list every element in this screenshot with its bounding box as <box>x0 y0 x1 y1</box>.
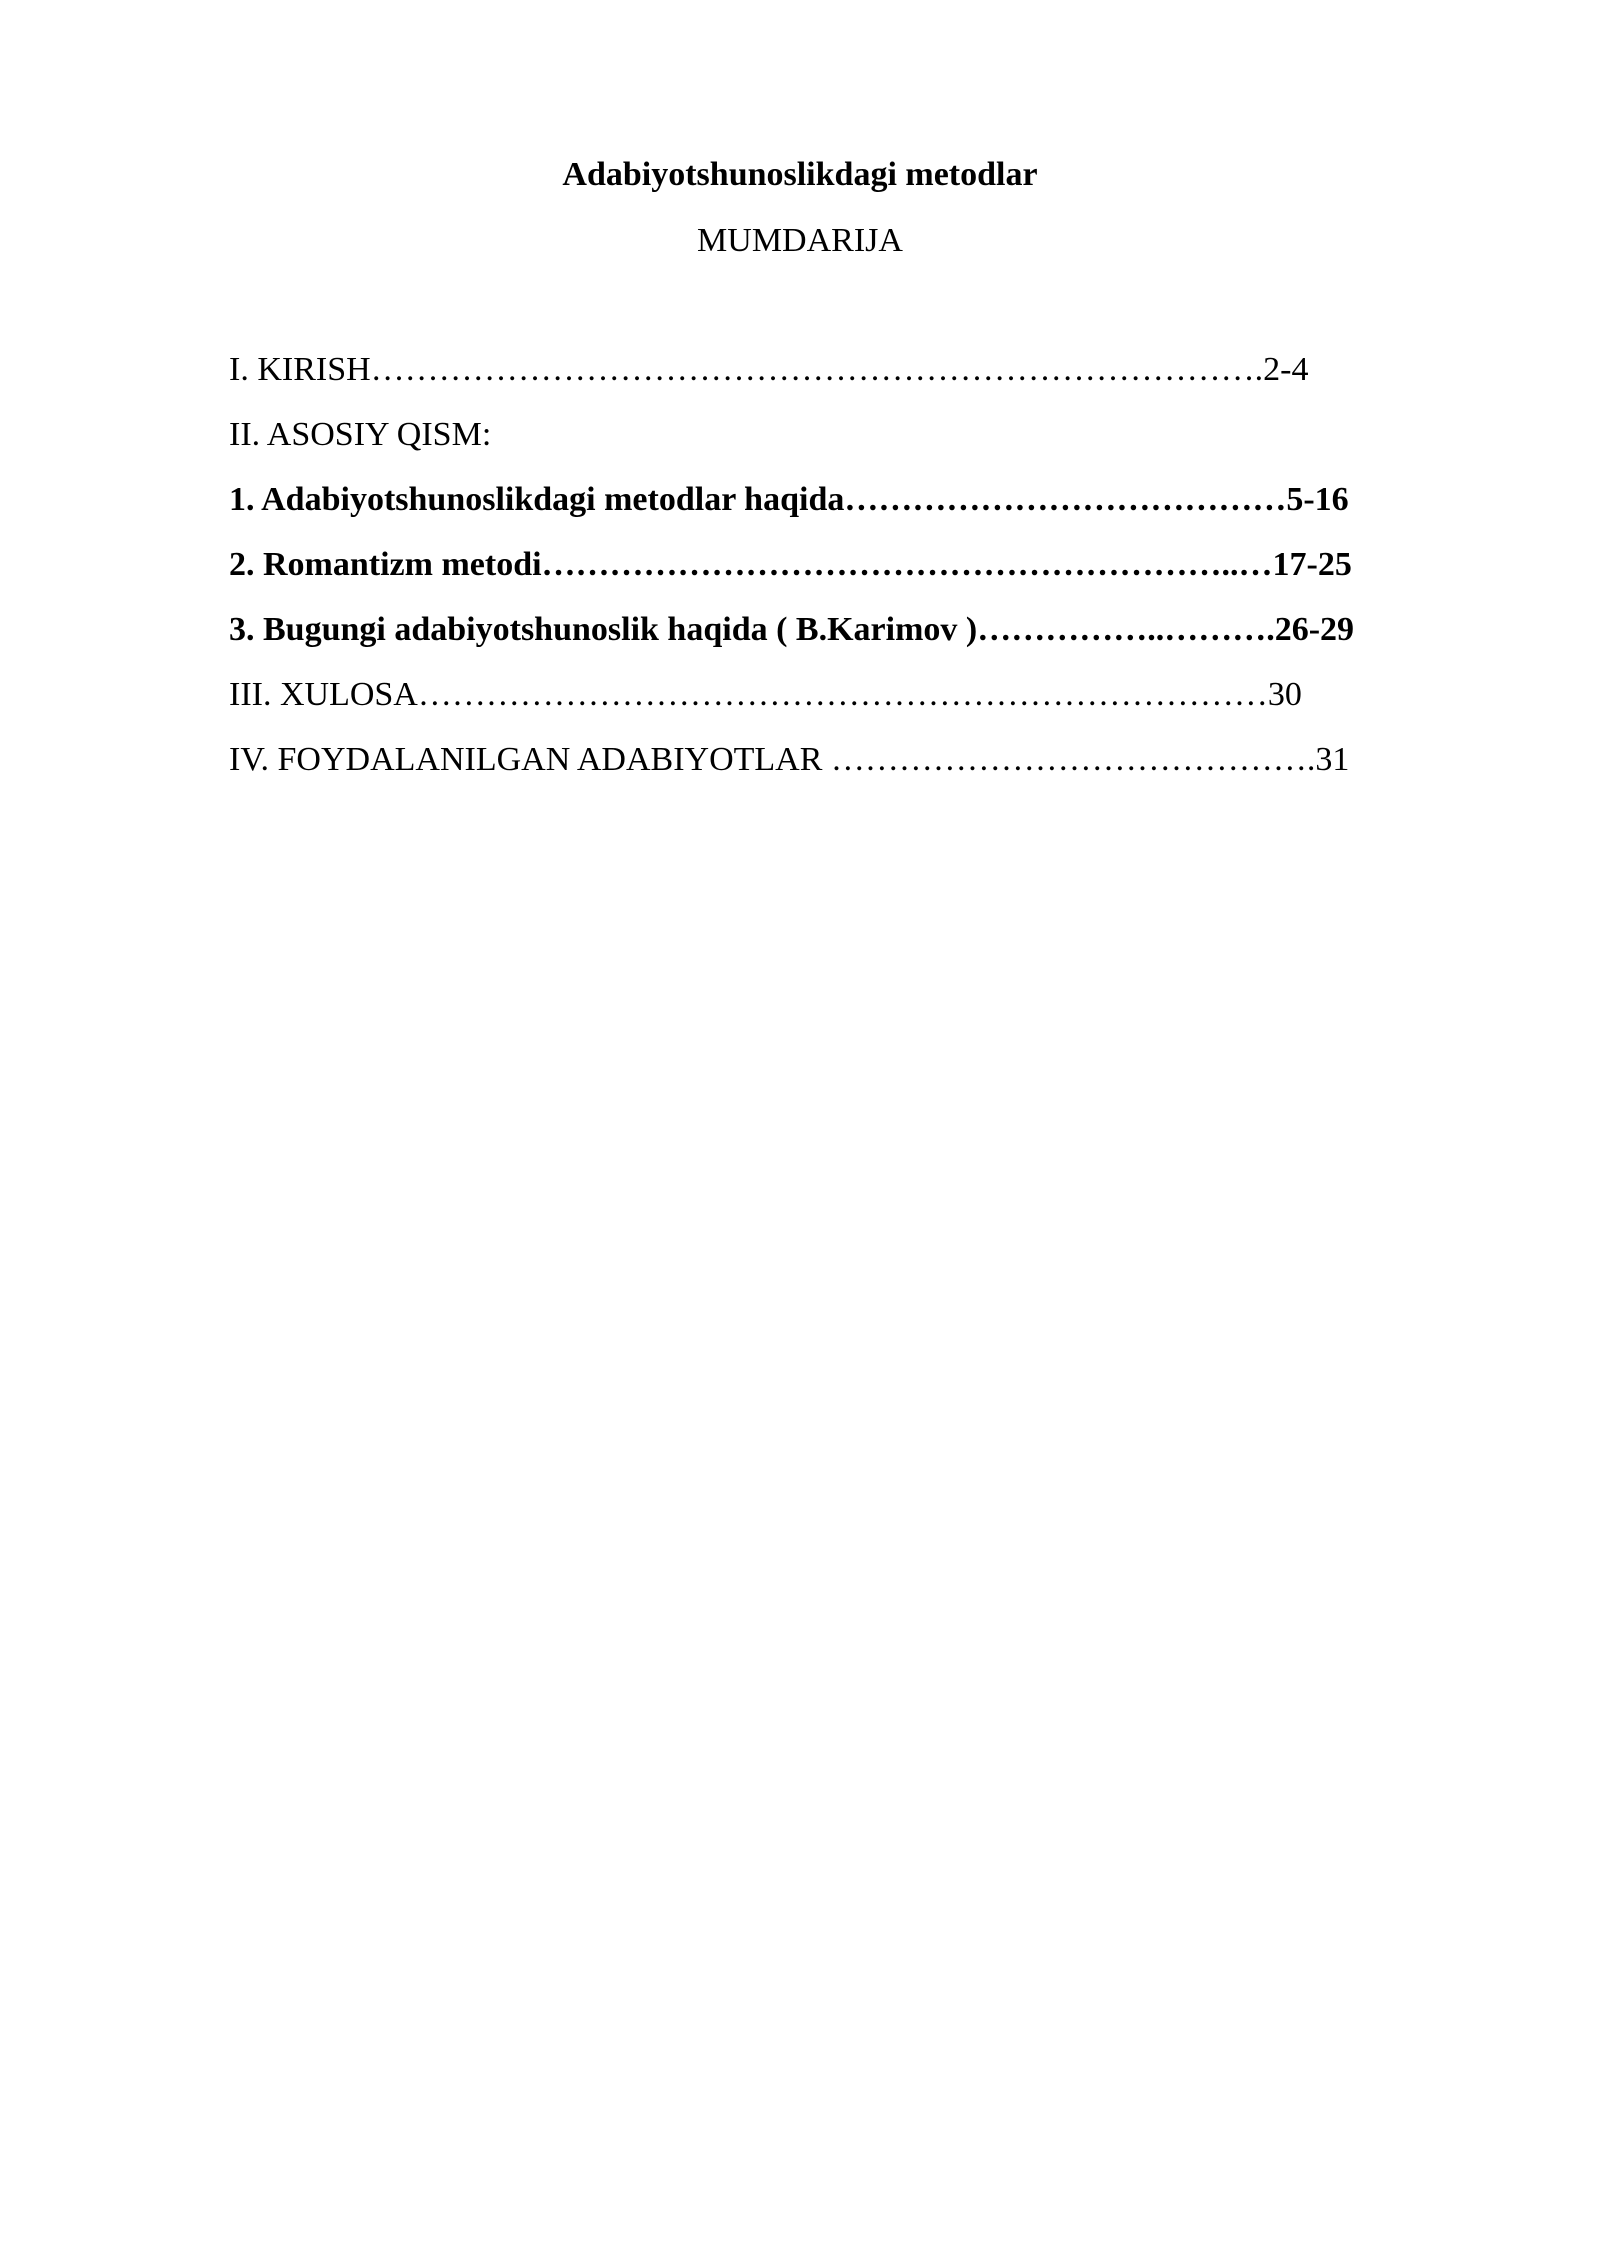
toc-entry-references: IV. FOYDALANILGAN ADABIYOTLAR …………………………………….31 <box>229 741 1350 778</box>
table-of-contents <box>229 345 1489 800</box>
toc-entry-main-part: II. ASOSIY QISM: <box>229 416 492 453</box>
toc-entry-modern-literary-studies: 3. Bugungi adabiyotshunoslik haqida ( B.Karimov )……………..……….26-29 <box>229 611 1355 648</box>
toc-entry-introduction: I. KIRISH…………………………………………………………………….2-4 <box>229 351 1309 388</box>
page-subtitle: MUMDARIJA <box>697 222 903 259</box>
toc-entry-romanticism: 2. Romantizm metodi……………………………………………………..…17-25 <box>229 546 1352 583</box>
toc-entry-conclusion: III. XULOSA…………………………………………………………………30 <box>229 676 1302 713</box>
toc-entry-methods: 1. Adabiyotshunoslikdagi metodlar haqida…………………………………5-16 <box>229 481 1349 518</box>
page-title: Adabiyotshunoslikdagi metodlar <box>562 156 1038 193</box>
